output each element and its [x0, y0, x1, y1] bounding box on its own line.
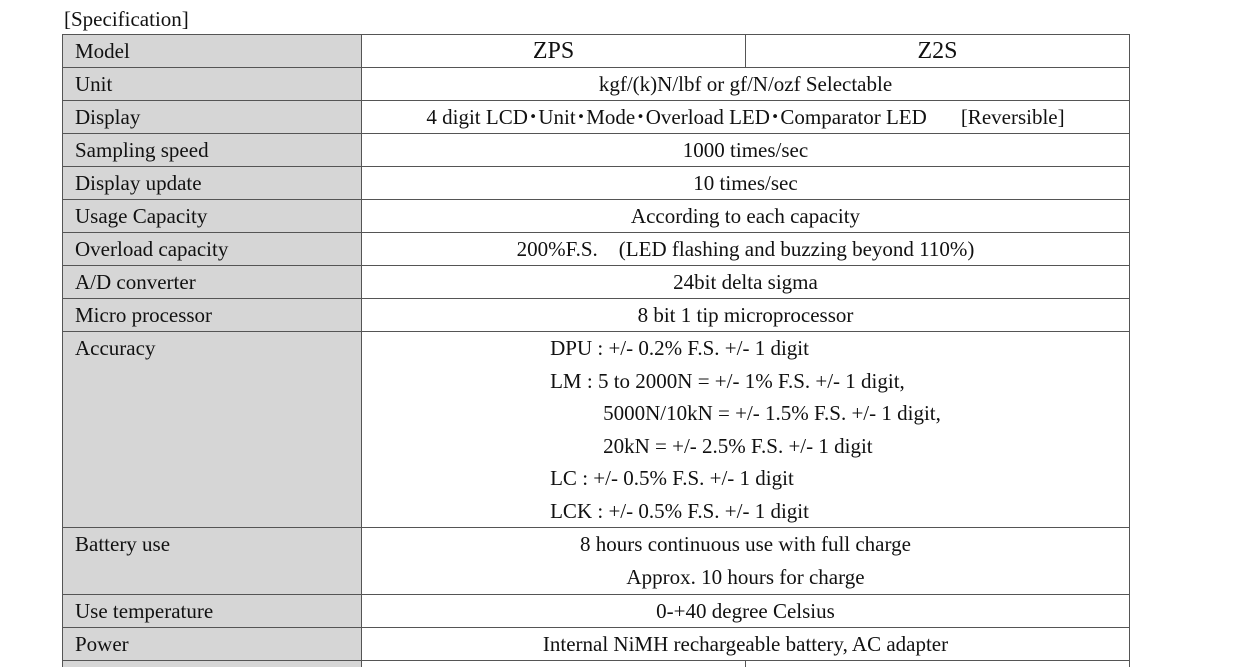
label-ad-converter: A/D converter [63, 266, 362, 299]
value-battery-use [362, 528, 1130, 595]
label-sampling-speed: Sampling speed [63, 134, 362, 167]
accuracy-line-lm: LM : 5 to 2000N = +/- 1% F.S. +/- 1 digit, [550, 368, 905, 393]
value-unit: kgf/(k)N/lbf or gf/N/ozf Selectable [362, 68, 1130, 101]
value-power: Internal NiMH rechargeable battery, AC adapter [362, 628, 1130, 661]
cut-off-label-cell [63, 661, 362, 668]
label-unit: Unit [63, 68, 362, 101]
specification-table [62, 34, 1130, 667]
label-power: Power [63, 628, 362, 661]
label-battery-use: Battery use [63, 528, 362, 595]
value-sampling-speed: 1000 times/sec [362, 134, 1130, 167]
row-overload-capacity [63, 233, 1130, 266]
label-display-update: Display update [63, 167, 362, 200]
value-accuracy [362, 332, 1130, 528]
row-ad-converter [63, 266, 1130, 299]
value-display-update: 10 times/sec [362, 167, 1130, 200]
value-use-temperature: 0-+40 degree Celsius [362, 595, 1130, 628]
value-overload-capacity: 200%F.S. (LED flashing and buzzing beyond 110%) [362, 233, 1130, 266]
label-accuracy: Accuracy [63, 332, 362, 528]
value-display [362, 101, 1130, 134]
row-micro-processor [63, 299, 1130, 332]
accuracy-line-lck: LCK : +/- 0.5% F.S. +/- 1 digit [550, 498, 809, 523]
row-display-update [63, 167, 1130, 200]
spec-heading: [Specification] [64, 7, 189, 31]
battery-line-charge: Approx. 10 hours for charge [626, 565, 865, 589]
row-sampling-speed [63, 134, 1130, 167]
value-micro-processor: 8 bit 1 tip microprocessor [362, 299, 1130, 332]
display-reversible-note: [Reversible] [960, 105, 1065, 129]
accuracy-line-lc: LC : +/- 0.5% F.S. +/- 1 digit [550, 466, 794, 490]
label-usage-capacity: Usage Capacity [63, 200, 362, 233]
accuracy-lines [550, 332, 941, 527]
model-z2s: Z2S [746, 35, 1130, 68]
row-battery-use [63, 528, 1130, 595]
cut-off-cell-2 [746, 661, 1130, 668]
label-overload-capacity: Overload capacity [63, 233, 362, 266]
display-spec-text: 4 digit LCD･Unit･Mode･Overload LED･Comparator LED [426, 105, 927, 129]
label-display: Display [63, 101, 362, 134]
label-use-temperature: Use temperature [63, 595, 362, 628]
row-usage-capacity [63, 200, 1130, 233]
label-micro-processor: Micro processor [63, 299, 362, 332]
model-zps: ZPS [362, 35, 746, 68]
accuracy-line-dpu: DPU : +/- 0.2% F.S. +/- 1 digit [550, 336, 809, 360]
label-model: Model [63, 35, 362, 68]
row-use-temperature [63, 595, 1130, 628]
row-display [63, 101, 1130, 134]
value-ad-converter: 24bit delta sigma [362, 266, 1130, 299]
row-model [63, 35, 1130, 68]
row-unit [63, 68, 1130, 101]
value-usage-capacity: According to each capacity [362, 200, 1130, 233]
accuracy-line-lm-5000n: 5000N/10kN = +/- 1.5% F.S. +/- 1 digit, [603, 401, 941, 425]
battery-line-continuous: 8 hours continuous use with full charge [580, 532, 911, 556]
cut-off-cell-1 [362, 661, 746, 668]
row-accuracy [63, 332, 1130, 528]
accuracy-line-lm-20kn: 20kN = +/- 2.5% F.S. +/- 1 digit [603, 433, 873, 458]
row-power [63, 628, 1130, 661]
row-cut-off [63, 661, 1130, 668]
